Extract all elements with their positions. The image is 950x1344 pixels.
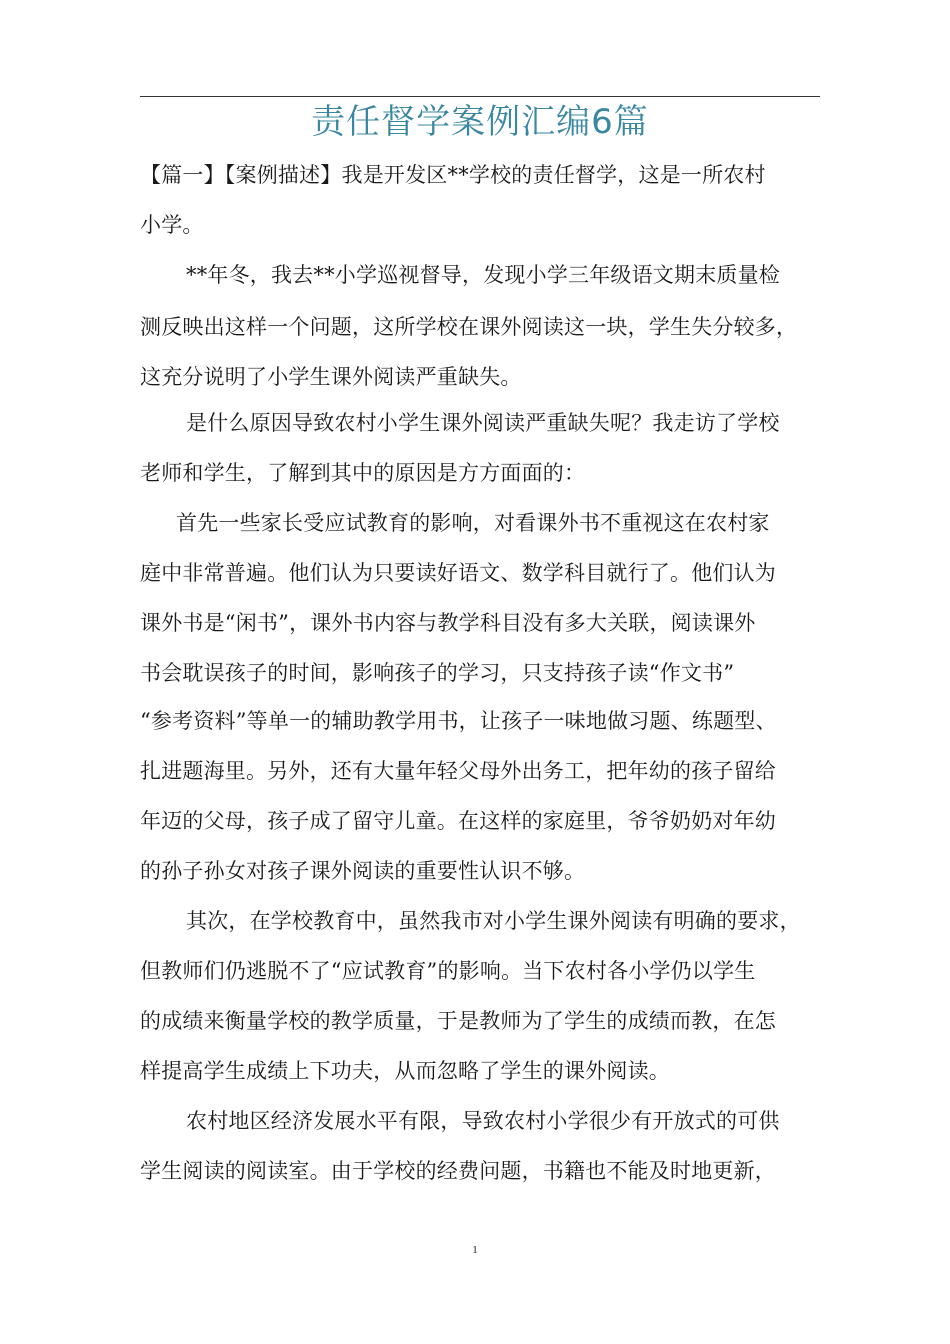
body-line: 年迈的父母，孩子成了留守儿童。在这样的家庭里，爷爷奶奶对年幼 bbox=[140, 809, 776, 833]
body-line: 是什么原因导致农村小学生课外阅读严重缺失呢？我走访了学校 bbox=[186, 411, 780, 435]
body-line: 学生阅读的阅读室。由于学校的经费问题，书籍也不能及时地更新， bbox=[140, 1159, 776, 1183]
body-line: 测反映出这样一个问题，这所学校在课外阅读这一块，学生失分较多， bbox=[140, 315, 798, 339]
body-line: 但教师们仍逃脱不了“应试教育”的影响。当下农村各小学仍以学生 bbox=[140, 959, 756, 983]
body-line: 这充分说明了小学生课外阅读严重缺失。 bbox=[140, 365, 522, 389]
body-line: 农村地区经济发展水平有限，导致农村小学很少有开放式的可供 bbox=[186, 1109, 780, 1133]
document-title: 责任督学案例汇编6篇 bbox=[311, 102, 649, 142]
body-line: 书会耽误孩子的时间，影响孩子的学习，只支持孩子读“作文书” bbox=[140, 661, 735, 685]
page-number: 1 bbox=[472, 1244, 478, 1256]
header-rule bbox=[140, 96, 820, 97]
body-line: 的成绩来衡量学校的教学质量，于是教师为了学生的成绩而教，在怎 bbox=[140, 1009, 776, 1033]
body-line: 其次，在学校教育中，虽然我市对小学生课外阅读有明确的要求， bbox=[186, 909, 801, 933]
body-line: 课外书是“闲书”，课外书内容与教学科目没有多大关联，阅读课外 bbox=[140, 611, 756, 635]
body-line: 扎进题海里。另外，还有大量年轻父母外出务工，把年幼的孩子留给 bbox=[140, 759, 776, 783]
body-line: “参考资料”等单一的辅助教学用书，让孩子一味地做习题、练题型、 bbox=[140, 709, 777, 733]
body-line: 老师和学生，了解到其中的原因是方方面面的： bbox=[140, 461, 586, 485]
body-line: 小学。 bbox=[140, 213, 204, 237]
body-line: **年冬，我去**小学巡视督导，发现小学三年级语文期末质量检 bbox=[186, 263, 780, 287]
body-line: 样提高学生成绩上下功夫，从而忽略了学生的课外阅读。 bbox=[140, 1059, 670, 1083]
body-line: 的孙子孙女对孩子课外阅读的重要性认识不够。 bbox=[140, 859, 586, 883]
body-line: 【篇一】【案例描述】我是开发区**学校的责任督学，这是一所农村 bbox=[140, 163, 766, 187]
body-line: 首先一些家长受应试教育的影响，对看课外书不重视这在农村家 bbox=[176, 511, 770, 535]
body-line: 庭中非常普遍。他们认为只要读好语文、数学科目就行了。他们认为 bbox=[140, 561, 776, 585]
